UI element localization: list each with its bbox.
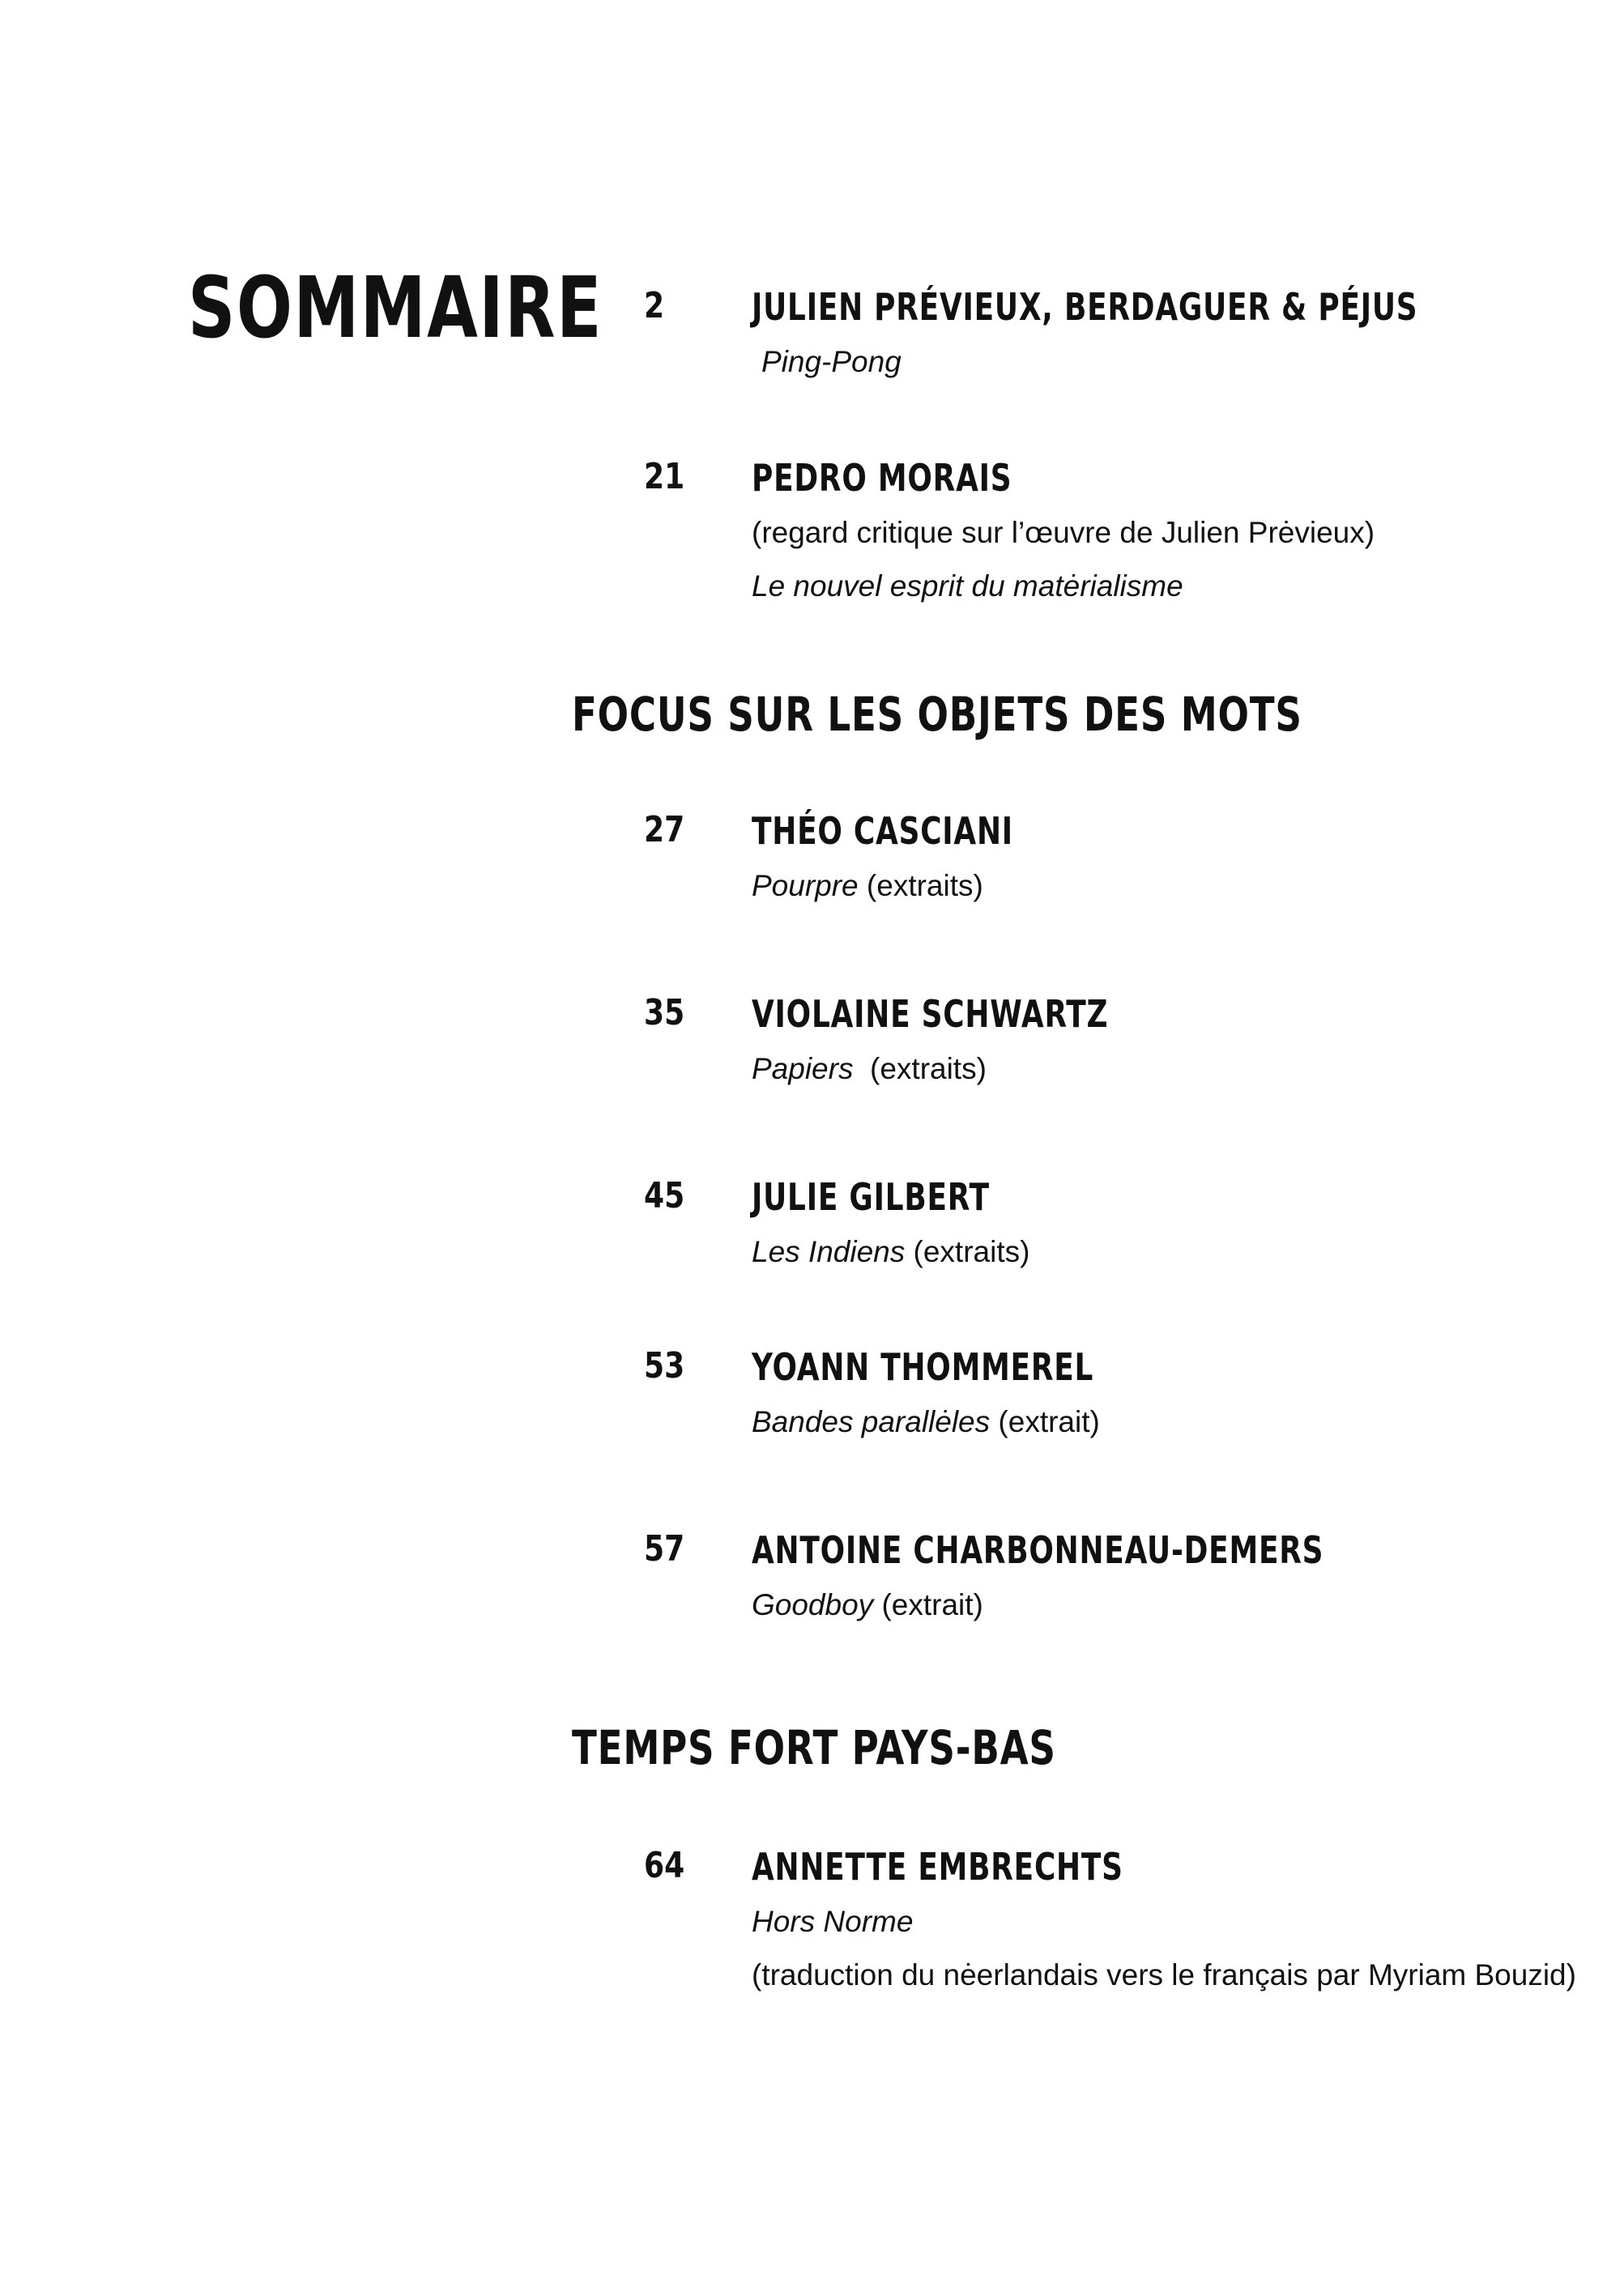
page-number: 35 <box>644 992 685 1033</box>
author-name: PEDRO MORAIS <box>752 456 1012 500</box>
entry-note: (traduction du nėerlandais vers le français par Myriam Bouzid) <box>752 1958 1576 1991</box>
work-title: Goodboy <box>752 1588 874 1621</box>
work-line <box>752 1237 1029 1267</box>
work-suffix: (extraits) <box>858 869 983 902</box>
author-name: JULIE GILBERT <box>752 1175 990 1219</box>
work-title: Le nouvel esprit du matėrialisme <box>752 569 1183 603</box>
work-title: Les Indiens <box>752 1235 906 1268</box>
author-name: ANTOINE CHARBONNEAU-DEMERS <box>752 1528 1324 1572</box>
work-suffix: (extraits) <box>853 1052 987 1085</box>
work-title: Hors Norme <box>752 1905 914 1938</box>
page-number: 53 <box>644 1345 685 1387</box>
author-name: ANNETTE EMBRECHTS <box>752 1845 1123 1889</box>
work-suffix: (extrait) <box>990 1405 1100 1438</box>
work-title: Pourpre <box>752 869 859 902</box>
work-suffix: (extraits) <box>905 1235 1030 1268</box>
work-title: Bandes parallėles <box>752 1405 991 1438</box>
work-suffix: (extrait) <box>873 1588 983 1621</box>
work-line <box>752 1054 987 1084</box>
section-heading: FOCUS SUR LES OBJETS DES MOTS <box>572 687 1302 742</box>
page-title: SOMMAIRE <box>188 258 603 357</box>
work-line <box>752 871 983 901</box>
entry-note: (regard critique sur l’œuvre de Julien Prėvieux) <box>752 516 1375 549</box>
page-number: 27 <box>644 809 685 850</box>
work-title: Ping-Pong <box>761 345 902 378</box>
work-line <box>752 1590 983 1620</box>
page-number: 64 <box>644 1845 685 1886</box>
author-name: VIOLAINE SCHWARTZ <box>752 992 1109 1036</box>
author-name: THÉO CASCIANI <box>752 809 1013 853</box>
page-number: 57 <box>644 1528 685 1570</box>
section-heading: TEMPS FORT PAYS-BAS <box>572 1720 1056 1775</box>
work-title: Papiers <box>752 1052 854 1085</box>
author-name: JULIEN PRÉVIEUX, BERDAGUER & PÉJUS <box>752 285 1418 329</box>
page-number: 2 <box>644 285 665 326</box>
page-number: 21 <box>644 456 685 497</box>
page-number: 45 <box>644 1175 685 1216</box>
author-name: YOANN THOMMEREL <box>752 1345 1094 1389</box>
work-line <box>752 1407 1100 1437</box>
